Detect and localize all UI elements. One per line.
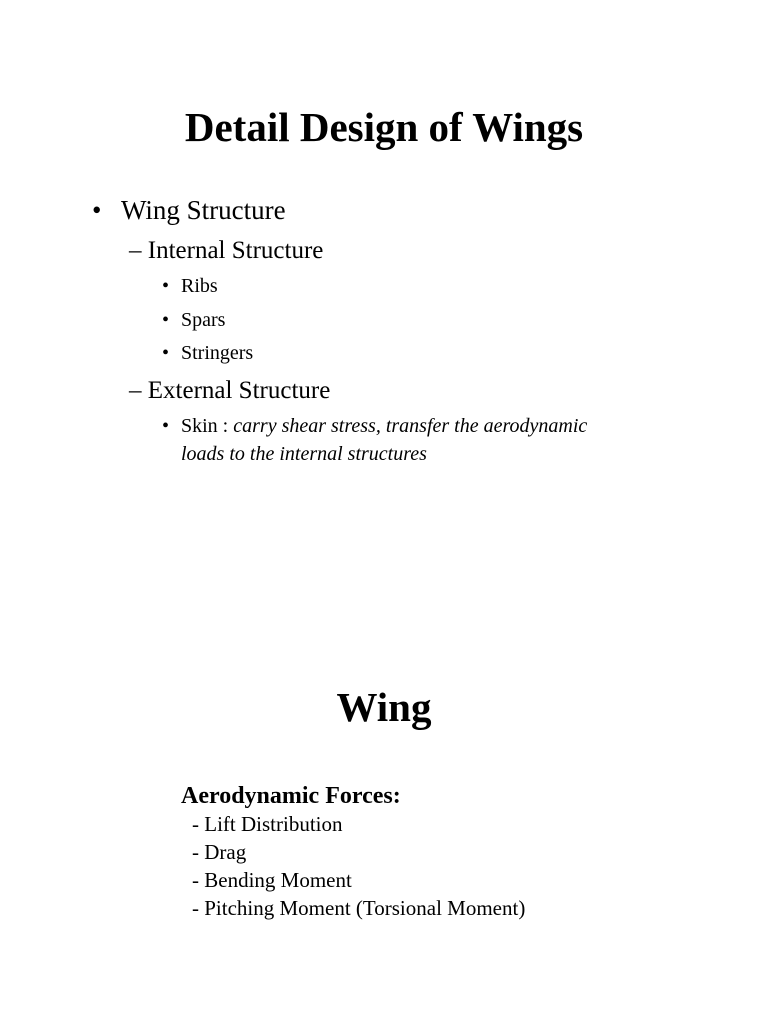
slide-title: Detail Design of Wings (184, 104, 584, 150)
dash-marker: – (129, 237, 142, 264)
skin-label: Skin : (181, 415, 229, 437)
bullet-wing-structure (92, 197, 101, 224)
skin-item (181, 416, 587, 436)
list-item-spars: Spars (181, 309, 226, 331)
list-item-lift-distribution: - Lift Distribution (192, 812, 343, 836)
external-structure-item (129, 378, 330, 403)
bullet-marker: • (162, 342, 170, 364)
list-item-pitching-moment: - Pitching Moment (Torsional Moment) (192, 896, 526, 920)
skin-description-line1: carry shear stress, transfer the aerodynamic (233, 415, 588, 437)
bullet-marker: • (162, 309, 170, 331)
internal-structure-item (129, 238, 323, 263)
list-item-stringers: Stringers (181, 342, 254, 364)
bullet-marker: • (162, 275, 170, 297)
wing-structure-label: Wing Structure (121, 195, 286, 225)
slide-title-wing: Wing (336, 684, 432, 730)
bullet-marker: • (162, 415, 170, 437)
internal-structure-label: Internal Structure (147, 237, 324, 264)
aerodynamic-forces-heading: Aerodynamic Forces: (181, 783, 401, 809)
list-item-drag: - Drag (192, 840, 247, 864)
external-structure-label: External Structure (147, 377, 331, 404)
list-item-ribs: Ribs (181, 275, 218, 297)
bullet-marker: • (92, 195, 102, 225)
skin-description-line2: loads to the internal structures (181, 443, 427, 465)
dash-marker: – (129, 377, 142, 404)
list-item-bending-moment: - Bending Moment (192, 868, 352, 892)
